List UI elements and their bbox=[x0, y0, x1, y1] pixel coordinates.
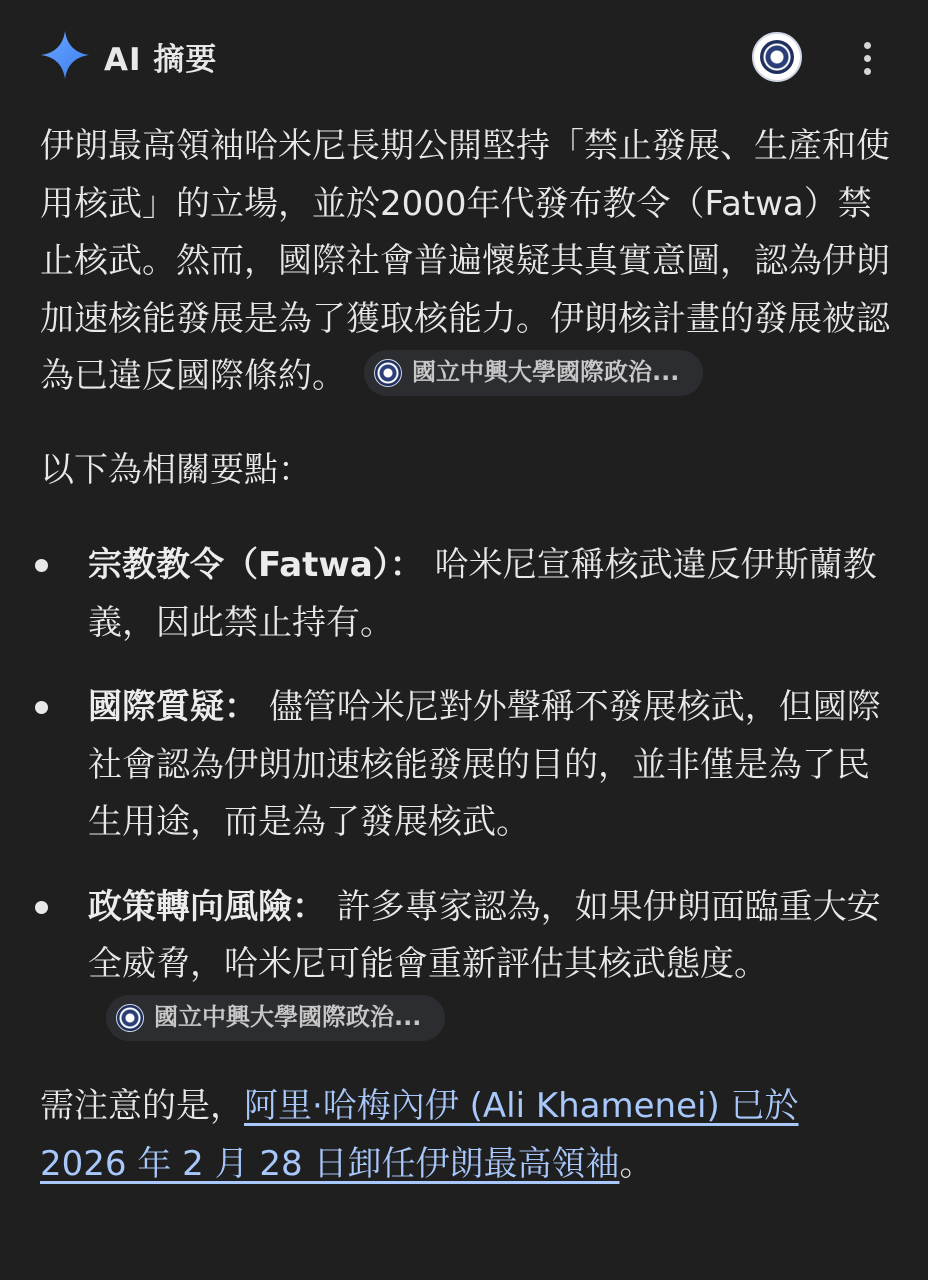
source-chip[interactable] bbox=[106, 995, 445, 1041]
ai-overview-content bbox=[40, 118, 892, 1193]
university-seal-icon[interactable] bbox=[752, 32, 802, 82]
point-text: 許多專家認為，如果伊朗面臨重大安全威脅，哈米尼可能會重新評估其核武態度。 bbox=[88, 886, 881, 984]
bullet-icon bbox=[35, 701, 48, 714]
note-paragraph bbox=[40, 1078, 892, 1193]
list-item bbox=[40, 879, 888, 1052]
point-label: 政策轉向風險： bbox=[88, 886, 326, 927]
ai-overview-title: AI 摘要 bbox=[104, 42, 218, 78]
point-text: 儘管哈米尼對外聲稱不發展核武，但國際社會認為伊朗加速核能發展的目的，並非僅是為了民生用途，而是為了發展核武。 bbox=[88, 687, 881, 842]
list-item bbox=[40, 679, 888, 852]
khamenei-link[interactable]: 阿里·哈梅內伊 (Ali Khamenei) 已於 2026 年 2 月 28 日卸任伊朗最高領袖 bbox=[40, 1086, 799, 1184]
more-vert-icon[interactable] bbox=[852, 38, 882, 78]
note-suffix: 。 bbox=[619, 1143, 654, 1184]
key-points-list bbox=[40, 537, 892, 1051]
point-label: 宗教教令（Fatwa）： bbox=[88, 545, 424, 585]
source-chip[interactable] bbox=[364, 350, 703, 396]
intro-paragraph bbox=[40, 118, 890, 406]
list-item bbox=[40, 537, 888, 652]
source-chip-label: 國立中興大學國際政治... bbox=[412, 357, 680, 386]
bullet-icon bbox=[35, 901, 48, 914]
point-text: 哈米尼宣稱核武違反伊斯蘭教義，因此禁止持有。 bbox=[88, 545, 877, 643]
ai-overview-header bbox=[0, 0, 928, 110]
university-seal-icon bbox=[374, 359, 402, 387]
gemini-sparkle-icon bbox=[40, 30, 90, 80]
key-points-heading: 以下為相關要點： bbox=[40, 449, 312, 490]
university-seal-icon bbox=[116, 1004, 144, 1032]
bullet-icon bbox=[35, 559, 48, 572]
point-label: 國際質疑： bbox=[88, 687, 258, 727]
intro-text: 伊朗最高領袖哈米尼長期公開堅持「禁止發展、生產和使用核武」的立場，並於2000年代發布教令（Fatwa）禁止核武。然而，國際社會普遍懷疑其真實意圖，認為伊朗加速核能發展是為了獲取核能力。伊朗核計畫的發展被認為已違反國際條約。 bbox=[40, 126, 890, 396]
source-chip-label: 國立中興大學國際政治... bbox=[154, 1003, 422, 1032]
note-prefix: 需注意的是， bbox=[40, 1086, 244, 1126]
